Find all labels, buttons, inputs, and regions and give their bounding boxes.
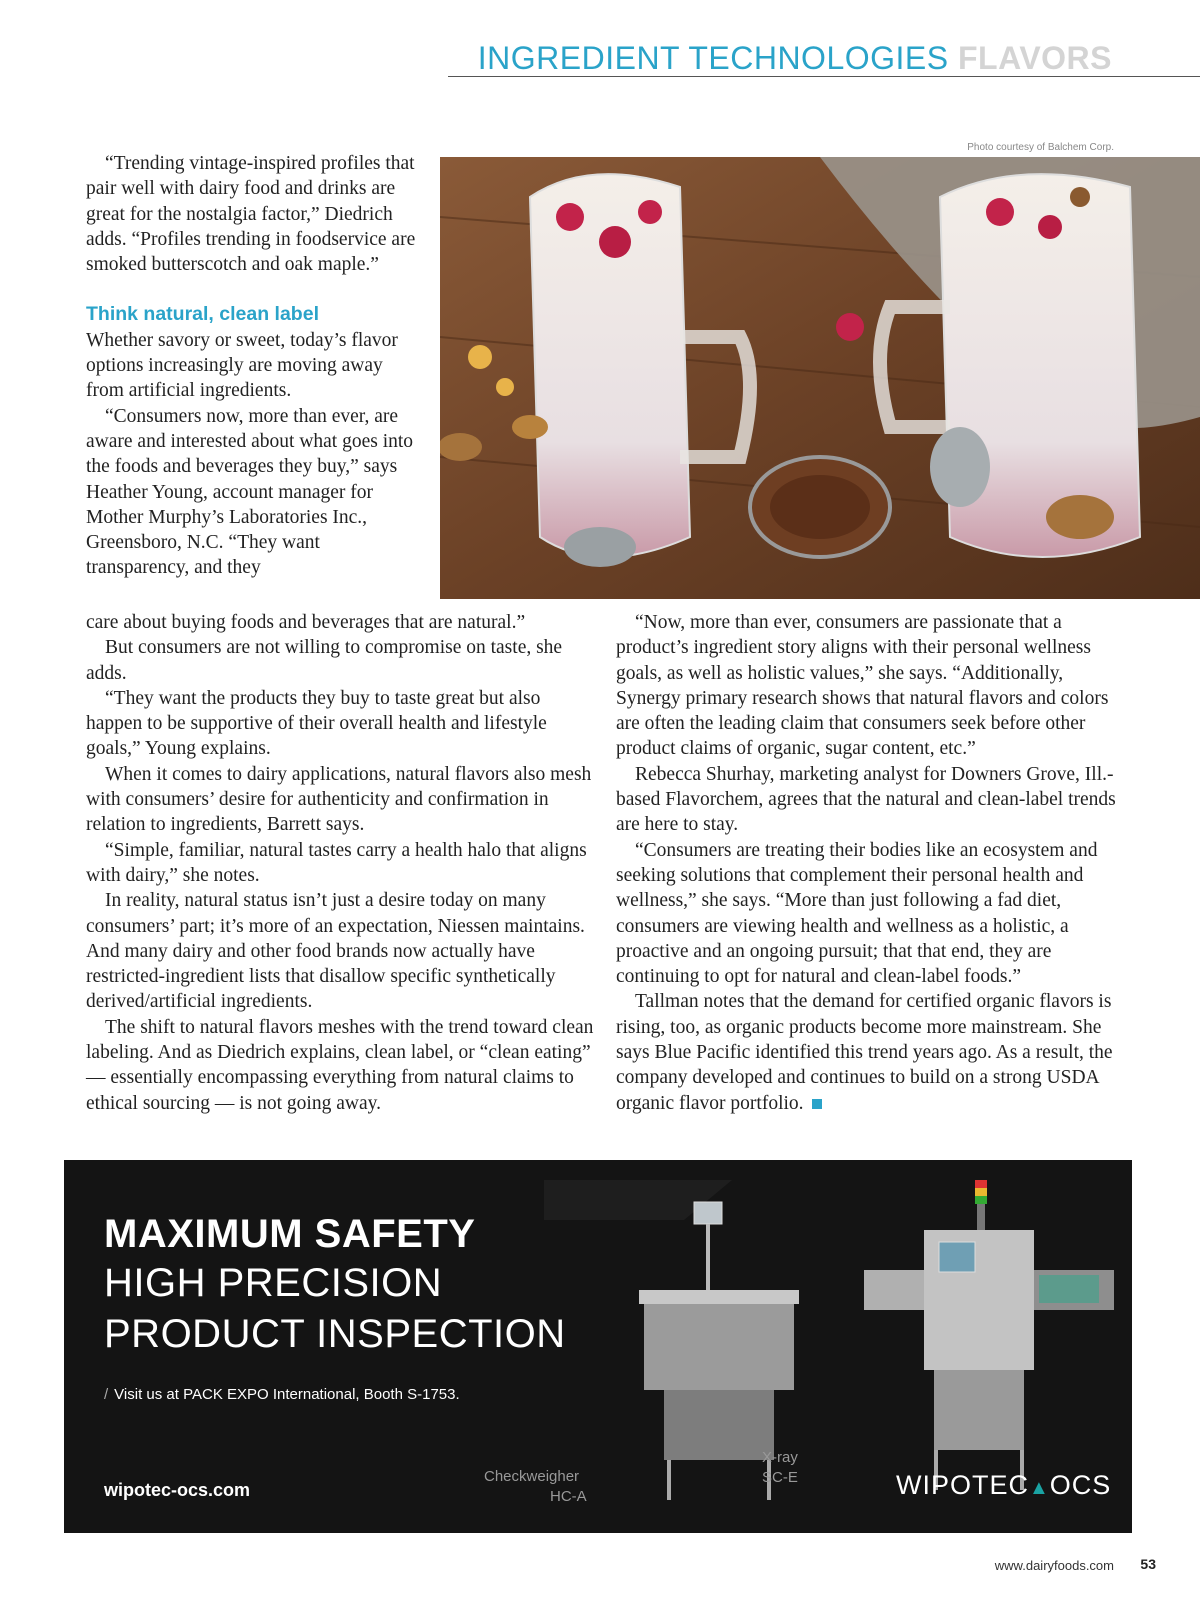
section-title: INGREDIENT TECHNOLOGIES xyxy=(477,40,949,76)
wipotec-advertisement[interactable] xyxy=(64,1160,1132,1533)
article-paragraph: “Simple, familiar, natural tastes carry a health halo that aligns with dairy,” she notes. xyxy=(86,839,587,886)
dessert-photo xyxy=(440,157,1200,599)
ad-headline-3: PRODUCT INSPECTION xyxy=(104,1312,566,1356)
article-paragraph: Whether savory or sweet, today’s flavor options increasingly are moving away from artificial ingredients. xyxy=(86,329,398,402)
subsection-title: FLAVORS xyxy=(957,40,1112,76)
visit-text: Visit us at PACK EXPO International, Booth S-1753. xyxy=(114,1386,460,1403)
xray-caption: X-ray xyxy=(762,1449,798,1466)
ad-website-link[interactable]: wipotec-ocs.com xyxy=(104,1480,251,1500)
section-header xyxy=(0,40,1112,77)
photo-credit: Photo courtesy of Balchem Corp. xyxy=(967,142,1114,153)
wipotec-ocs-logo xyxy=(896,1470,1111,1501)
article-paragraph: care about buying foods and beverages that are natural.” xyxy=(86,612,526,633)
article-paragraph: In reality, natural status isn’t just a desire today on many consumers’ part; it’s more of an expectation, Niessen maintains. And many dairy and other food brands now actually have restricted-ingredient lists that disallow specific synthetically derived/artificial ingredients. xyxy=(86,890,585,1013)
article-right-column xyxy=(616,610,1116,1116)
article-paragraph: When it comes to dairy applications, natural flavors also mesh with consumers’ desire for authenticity and confirmation in relation to ingredients, Barrett says. xyxy=(86,763,592,836)
triangle-icon: ▲ xyxy=(1029,1477,1050,1499)
brand-left: WIPOTEC xyxy=(896,1470,1029,1500)
article-paragraph: “Consumers now, more than ever, are aware and interested about what goes into the foods and beverages they buy,” says Heather Young, account manager for Mother Murphy’s Laboratories Inc., Greensboro, N.C. “They want transparency, and they xyxy=(86,405,414,579)
article-last-text: Tallman notes that the demand for certified organic flavors is rising, too, as organic products become more mainstream. She says Blue Pacific identified this trend years ago. As a result, the company developed and continues to build on a strong USDA organic flavor portfolio. xyxy=(616,991,1113,1114)
xray-model: SC-E xyxy=(762,1469,798,1486)
article-subhead: Think natural, clean label xyxy=(86,303,319,326)
article-paragraph: “Now, more than ever, consumers are passionate that a product’s ingredient story aligns with their personal wellness goals, as well as holistic values,” she says. “Additionally, Synergy primary research shows that natural flavors and colors are often the leading claim that consumers seek before other product claims of organic, sugar content, etc.” xyxy=(616,612,1109,760)
page-number: 53 xyxy=(1140,1556,1156,1572)
checkweigher-caption: Checkweigher xyxy=(484,1468,580,1485)
footer-website[interactable]: www.dairyfoods.com xyxy=(994,1558,1114,1573)
checkweigher-model: HC-A xyxy=(550,1488,587,1505)
ad-headline-1: MAXIMUM SAFETY xyxy=(104,1212,476,1256)
visit-slash: / xyxy=(104,1386,109,1403)
end-of-article-mark xyxy=(812,1099,822,1109)
ad-headline-2: HIGH PRECISION xyxy=(104,1261,443,1305)
ad-booth-info xyxy=(104,1386,460,1403)
article-paragraph: Rebecca Shurhay, marketing analyst for Downers Grove, Ill.-based Flavorchem, agrees that the natural and clean-label trends are here to stay. xyxy=(616,763,1116,836)
brand-right: OCS xyxy=(1049,1470,1112,1500)
header-rule xyxy=(448,76,1200,77)
article-paragraph: “Consumers are treating their bodies like an ecosystem and seeking solutions that complement their personal health and wellness,” she says. “More than just following a fad diet, consumers are viewing health and wellness as a holistic, a proactive and an ongoing pursuit; that that end, they are continuing to opt for natural and clean-label foods.” xyxy=(616,839,1098,988)
article-top-column xyxy=(86,151,418,581)
article-paragraph: “Trending vintage-inspired profiles that pair well with dairy food and drinks are great for the nostalgia factor,” Diedrich adds. “Profiles trending in foodservice are smoked butterscotch and oak maple.” xyxy=(86,153,416,276)
article-paragraph-last xyxy=(616,989,1116,1115)
article-paragraph: The shift to natural flavors meshes with the trend toward clean labeling. And as Diedrich explains, clean label, or “clean eating” — essentially encompassing everything from natural claims to ethical sourcing — is not going away. xyxy=(86,1016,594,1114)
article-paragraph: But consumers are not willing to compromise on taste, she adds. xyxy=(86,637,563,684)
article-left-column xyxy=(86,610,596,1116)
article-paragraph: “They want the products they buy to taste great but also happen to be supportive of their overall health and lifestyle goals,” Young explains. xyxy=(86,687,547,760)
